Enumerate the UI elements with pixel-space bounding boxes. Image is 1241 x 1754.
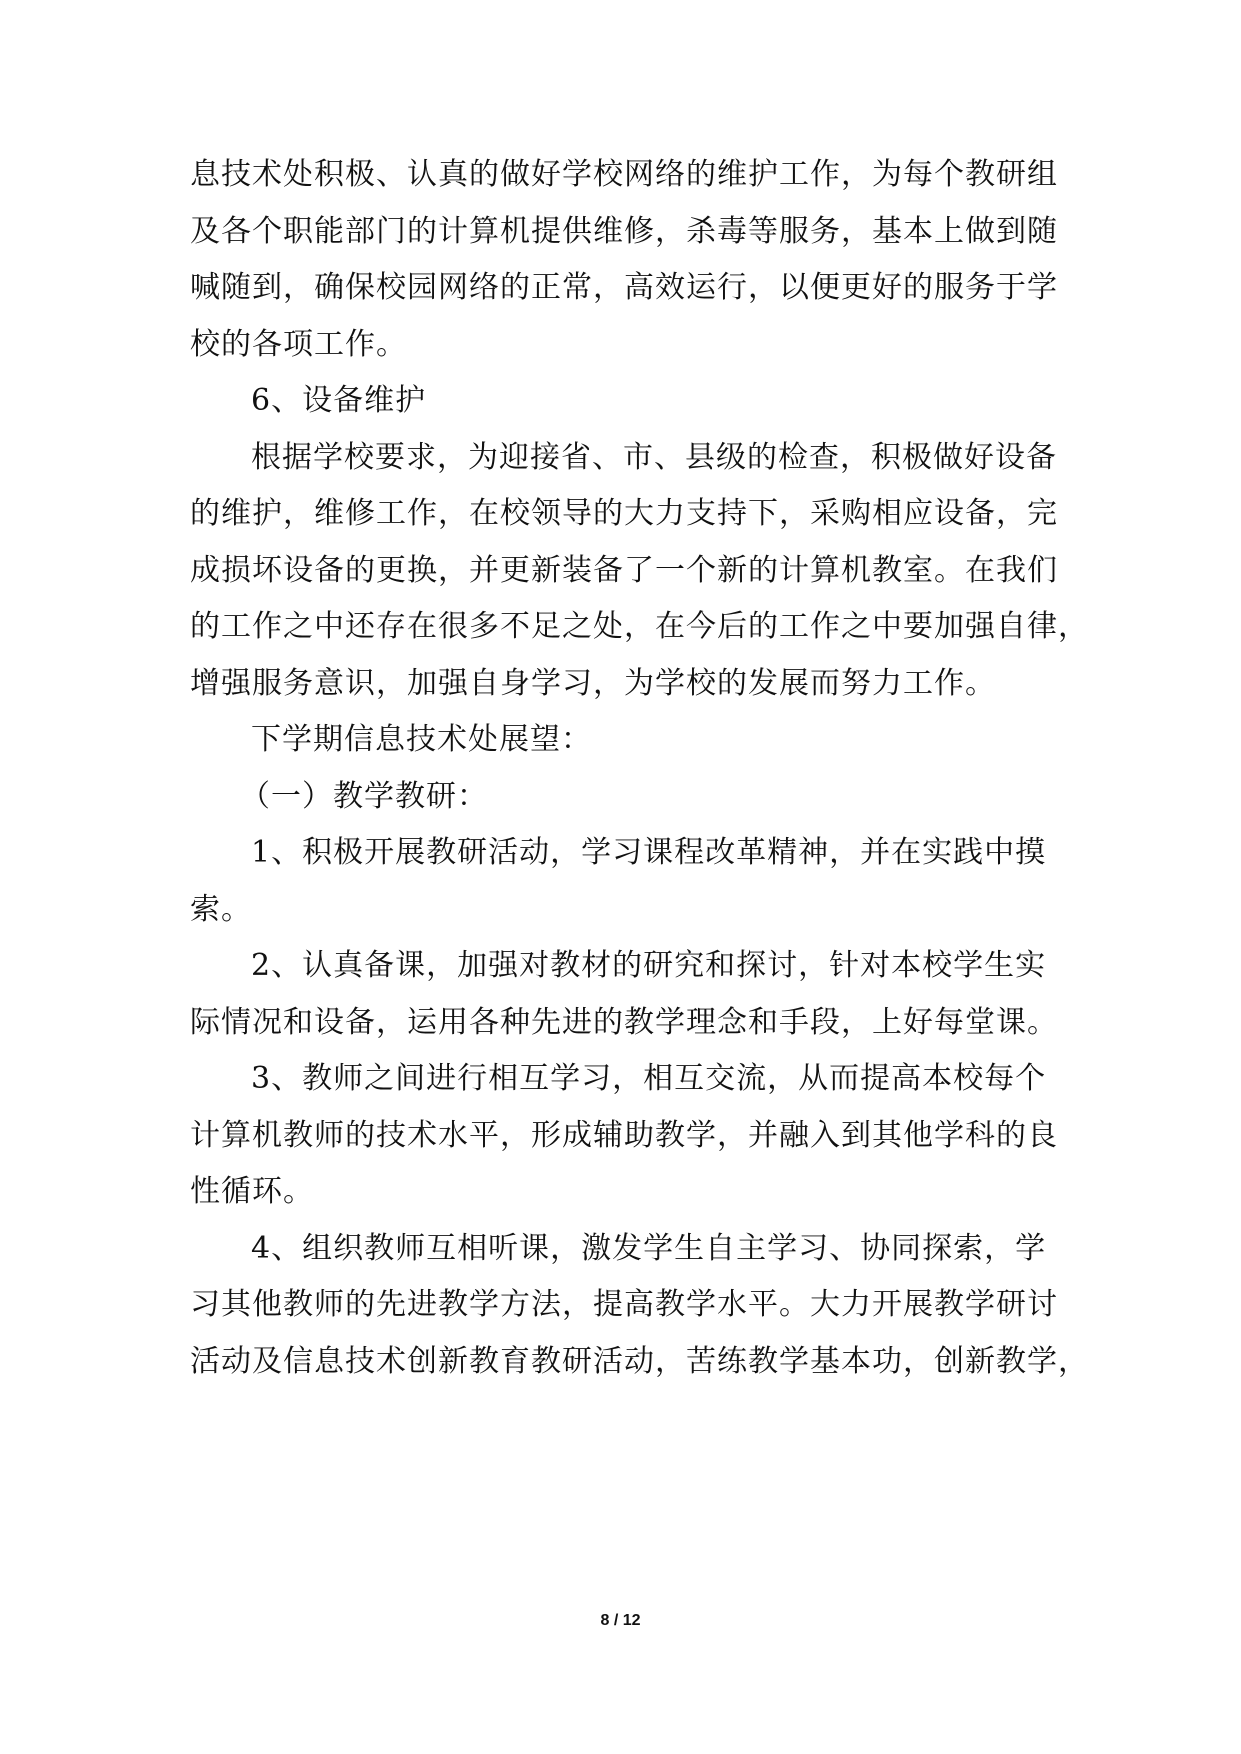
paragraph-line: 4、组织教师互相听课，激发学生自主学习、协同探索，学 (251, 1231, 1047, 1266)
section-heading: 下学期信息技术处展望： (251, 722, 592, 757)
paragraph-line: 3、教师之间进行相互学习，相互交流，从而提高本校每个 (251, 1061, 1047, 1096)
paragraph-line: 及各个职能部门的计算机提供维修，杀毒等服务，基本上做到随 (190, 214, 1058, 249)
section-heading: 6、设备维护 (251, 383, 427, 418)
paragraph-line: 息技术处积极、认真的做好学校网络的维护工作，为每个教研组 (190, 157, 1058, 192)
paragraph-line: 索。 (190, 892, 252, 927)
paragraph-line: 的维护，维修工作，在校领导的大力支持下，采购相应设备，完 (190, 496, 1058, 531)
paragraph-line: 成损坏设备的更换，并更新装备了一个新的计算机教室。在我们 (190, 553, 1058, 588)
paragraph-line: 活动及信息技术创新教育教研活动，苦练教学基本功，创新教学， (190, 1344, 1089, 1379)
paragraph-line: 的工作之中还存在很多不足之处，在今后的工作之中要加强自律， (190, 609, 1089, 644)
paragraph-line: 校的各项工作。 (190, 327, 407, 362)
section-heading: （一）教学教研： (240, 779, 488, 814)
paragraph-line: 1、积极开展教研活动，学习课程改革精神，并在实践中摸 (251, 835, 1047, 870)
paragraph-line: 2、认真备课，加强对教材的研究和探讨，针对本校学生实 (251, 948, 1047, 983)
paragraph-line: 喊随到，确保校园网络的正常，高效运行，以便更好的服务于学 (190, 270, 1058, 305)
paragraph-line: 增强服务意识，加强自身学习，为学校的发展而努力工作。 (190, 666, 996, 701)
paragraph-line: 际情况和设备，运用各种先进的教学理念和手段，上好每堂课。 (190, 1005, 1058, 1040)
paragraph-line: 计算机教师的技术水平，形成辅助教学，并融入到其他学科的良 (190, 1118, 1058, 1153)
paragraph-line: 性循环。 (190, 1174, 314, 1209)
paragraph-line: 根据学校要求，为迎接省、市、县级的检查，积极做好设备 (251, 440, 1057, 475)
paragraph-line: 习其他教师的先进教学方法，提高教学水平。大力开展教学研讨 (190, 1287, 1058, 1322)
page-number: 8 / 12 (600, 1612, 641, 1629)
